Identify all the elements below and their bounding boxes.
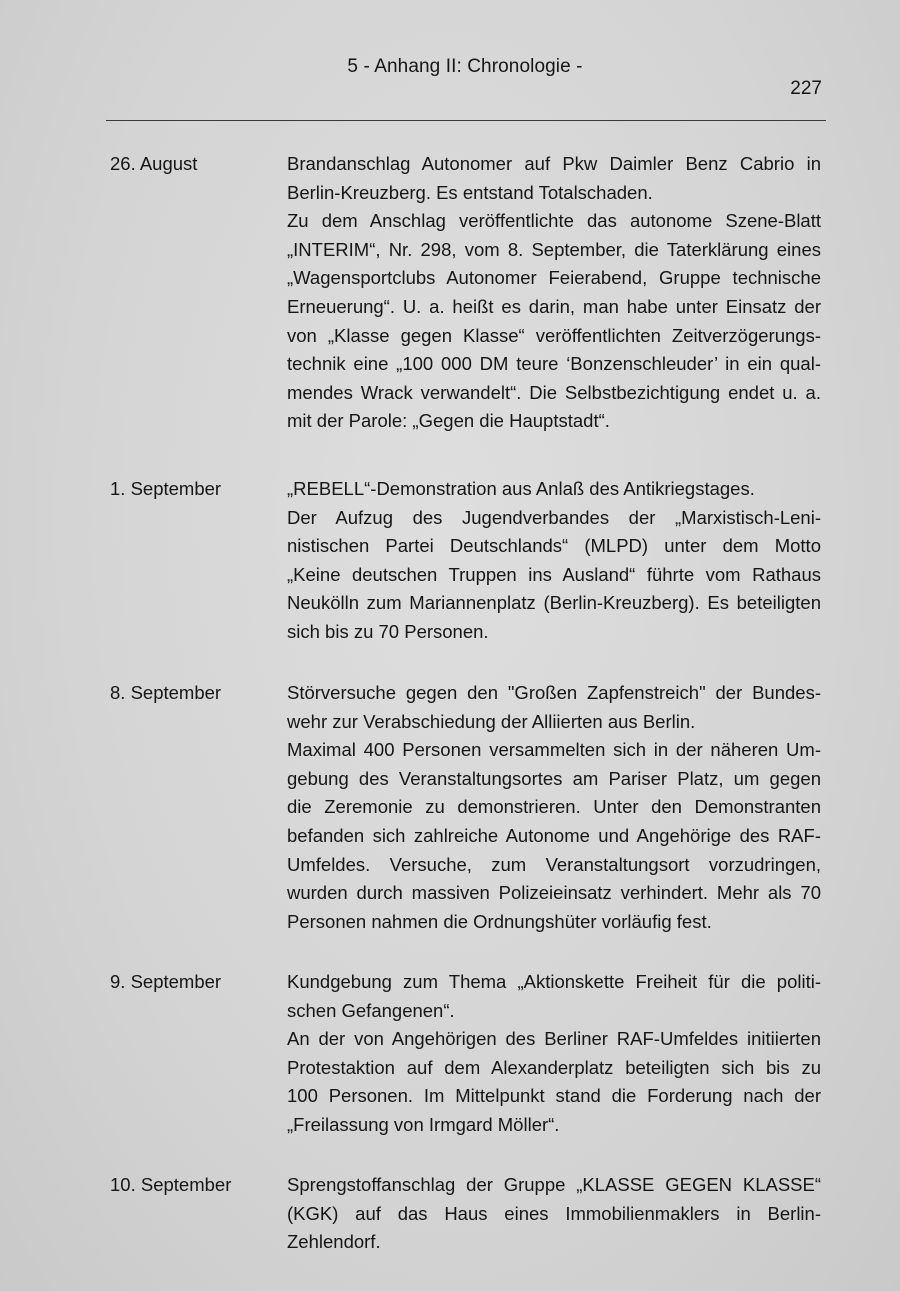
text-line: nistischen Partei Deutschlands“ (MLPD) unter dem Motto: [287, 535, 821, 557]
text-line: „Keine deutschen Truppen ins Ausland“ führte vom Rathaus: [287, 563, 821, 585]
text-line: 100 Personen. Im Mittelpunkt stand die Forderung nach der: [287, 1085, 821, 1107]
chronology-entry: [0, 1171, 900, 1261]
entry-date: 26. August: [110, 153, 198, 174]
page-number: 227: [790, 78, 822, 99]
text-line: Personen nahmen die Ordnungshüter vorläufig fest.: [287, 910, 712, 932]
running-header: 5 - Anhang II: Chronologie -: [347, 56, 583, 77]
text-line: von „Klasse gegen Klasse“ veröffentlichten Zeitverzögerungs-: [287, 324, 821, 346]
entry-text: [287, 1171, 821, 1257]
entry-date: 1. September: [110, 478, 222, 499]
text-line: technik eine „100 000 DM teure ‘Bonzenschleuder’ in ein qual-: [287, 353, 821, 375]
text-line: befanden sich zahlreiche Autonome und Angehörige des RAF-: [287, 824, 821, 846]
text-line: wurden durch massiven Polizeieinsatz verhindert. Mehr als 70: [287, 882, 821, 904]
entry-text: [287, 679, 821, 936]
text-line: (KGK) auf das Haus eines Immobilienmaklers in Berlin-: [287, 1202, 821, 1224]
text-line: Der Aufzug des Jugendverbandes der „Marxistisch-Leni-: [287, 506, 821, 528]
text-line: schen Gefangenen“.: [287, 999, 455, 1021]
text-line: „INTERIM“, Nr. 298, vom 8. September, die Taterklärung eines: [287, 238, 821, 260]
entry-text: [287, 475, 821, 647]
text-line: wehr zur Verabschiedung der Alliierten aus Berlin.: [287, 710, 696, 732]
text-line: Brandanschlag Autonomer auf Pkw Daimler Benz Cabrio in: [287, 153, 821, 174]
entry-date: 9. September: [110, 971, 222, 992]
text-line: An der von Angehörigen des Berliner RAF-Umfeldes initiierten: [287, 1028, 821, 1050]
chronology-entry: [0, 150, 900, 475]
text-line: Zu dem Anschlag veröffentlichte das autonome Szene-Blatt: [287, 210, 821, 232]
text-line: Störversuche gegen den "Großen Zapfenstreich" der Bundes-: [287, 682, 821, 703]
text-line: Zehlendorf.: [287, 1231, 381, 1253]
text-line: Sprengstoffanschlag der Gruppe „KLASSE GEGEN KLASSE“: [287, 1174, 821, 1195]
text-line: Protestaktion auf dem Alexanderplatz beteiligten sich bis zu: [287, 1056, 821, 1078]
text-line: gebung des Veranstaltungsortes am Pariser Platz, um gegen: [287, 767, 821, 789]
chronology-entry: [0, 968, 900, 1171]
text-line: „REBELL“-Demonstration aus Anlaß des Antikriegstages.: [287, 478, 755, 499]
text-line: mit der Parole: „Gegen die Hauptstadt“.: [287, 410, 610, 432]
chronology-entry: [0, 475, 900, 679]
text-line: Berlin-Kreuzberg. Es entstand Totalschaden.: [287, 181, 653, 203]
text-line: mendes Wrack verwandelt“. Die Selbstbezichtigung endet u. a.: [287, 381, 821, 403]
text-line: Umfeldes. Versuche, zum Veranstaltungsort vorzudringen,: [287, 853, 821, 875]
entry-date: 8. September: [110, 682, 222, 703]
header-rule: [106, 120, 826, 121]
text-line: Erneuerung“. U. a. heißt es darin, man habe unter Einsatz der: [287, 295, 821, 317]
entry-text: [287, 150, 821, 436]
text-line: „Wagensportclubs Autonomer Feierabend, Gruppe technische: [287, 267, 821, 289]
text-line: Kundgebung zum Thema „Aktionskette Freiheit für die politi-: [287, 971, 821, 992]
chronology-entry: [0, 679, 900, 968]
text-line: „Freilassung von Irmgard Möller“.: [287, 1113, 560, 1135]
chronology-list: [0, 150, 900, 1261]
entry-text: [287, 968, 821, 1140]
text-line: Neukölln zum Mariannenplatz (Berlin-Kreuzberg). Es beteiligten: [287, 592, 821, 614]
text-line: die Zeremonie zu demonstrieren. Unter den Demonstranten: [287, 796, 821, 818]
entry-date: 10. September: [110, 1174, 232, 1195]
text-line: sich bis zu 70 Personen.: [287, 620, 489, 642]
text-line: Maximal 400 Personen versammelten sich in der näheren Um-: [287, 739, 821, 761]
